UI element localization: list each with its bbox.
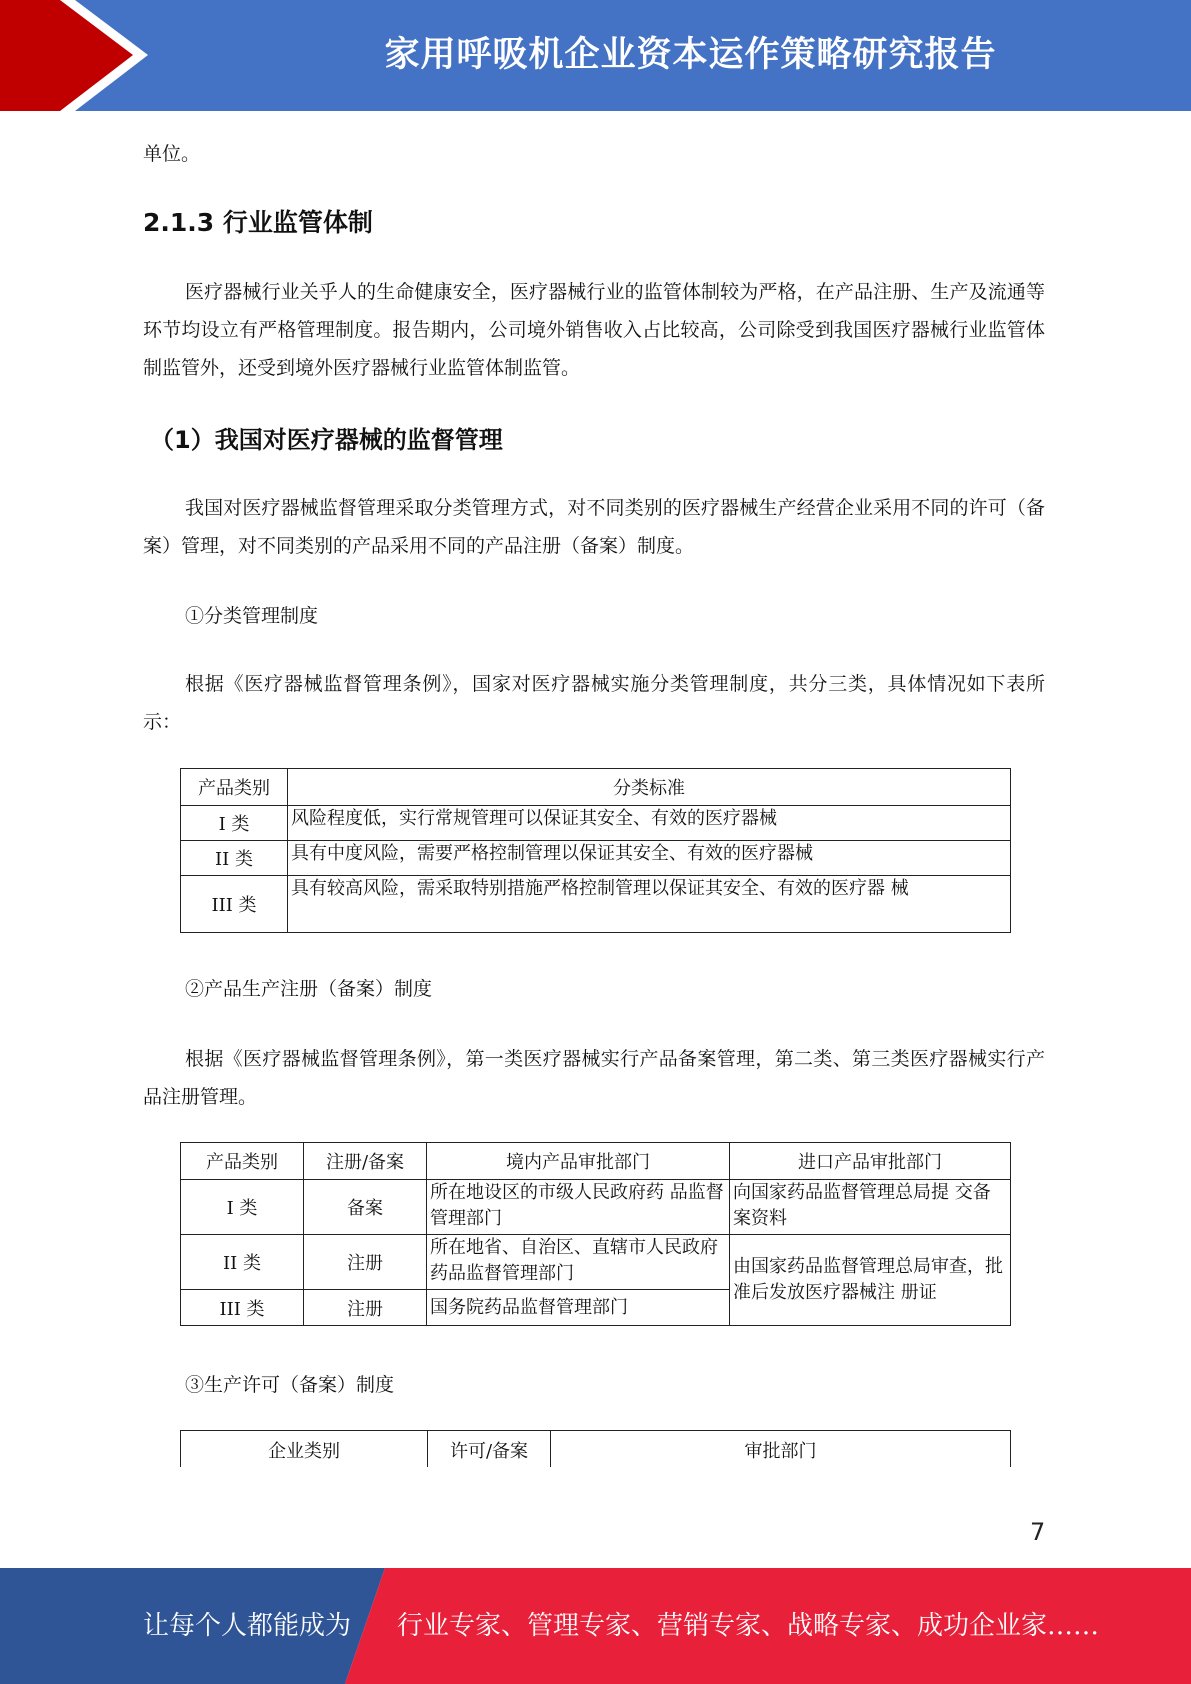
- table-cell: 国务院药品监督管理部门: [427, 1290, 730, 1326]
- footer-slogan-left: 让每个人都能成为: [143, 1611, 352, 1641]
- subsection-title: （1）我国对医疗器械的监督管理: [150, 426, 503, 454]
- page-footer: [0, 1568, 1191, 1684]
- paragraph-4: 根据《医疗器械监督管理条例》，第一类医疗器械实行产品备案管理，第二类、第三类医疗器械实行产品注册管理。: [143, 1048, 1045, 1108]
- table-cell: 具有中度风险，需要严格控制管理以保证其安全、有效的医疗器械: [288, 841, 1011, 876]
- table-row: [181, 1180, 1011, 1235]
- table3-header: 审批部门: [551, 1431, 1011, 1468]
- table2-header: 境内产品审批部门: [427, 1143, 730, 1180]
- table-cell: II 类: [181, 1235, 304, 1290]
- license-table: [180, 1430, 1011, 1467]
- table2-header: 进口产品审批部门: [730, 1143, 1011, 1180]
- table-cell: 所在地设区的市级人民政府药 品监督管理部门: [427, 1180, 730, 1235]
- table-cell: 具有较高风险，需采取特别措施严格控制管理以保证其安全、有效的医疗器 械: [288, 876, 1011, 933]
- list-item-2: ②产品生产注册（备案）制度: [185, 978, 433, 1000]
- paragraph-3: 根据《医疗器械监督管理条例》，国家对医疗器械实施分类管理制度，共分三类，具体情况如下表所示：: [143, 673, 1045, 733]
- footer-slogan-right: 行业专家、管理专家、营销专家、战略专家、成功企业家……: [397, 1611, 1100, 1641]
- table1-header: 产品类别: [181, 769, 288, 806]
- table-cell: 所在地省、自治区、直辖市人民政府药品监督管理部门: [427, 1235, 730, 1290]
- table-cell: 风险程度低，实行常规管理可以保证其安全、有效的医疗器械: [288, 806, 1011, 841]
- table-cell: 备案: [304, 1180, 427, 1235]
- paragraph-2: 我国对医疗器械监督管理采取分类管理方式，对不同类别的医疗器械生产经营企业采用不同的许可（备案）管理，对不同类别的产品采用不同的产品注册（备案）制度。: [143, 497, 1045, 557]
- table-row: [181, 1235, 1011, 1290]
- table2-header: 注册/备案: [304, 1143, 427, 1180]
- table-cell: 向国家药品监督管理总局提 交备案资料: [730, 1180, 1011, 1235]
- classification-table: [180, 768, 1011, 933]
- table-cell: II 类: [181, 841, 288, 876]
- page-header: [0, 0, 1191, 111]
- table-cell: I 类: [181, 1180, 304, 1235]
- table3-header: 企业类别: [181, 1431, 428, 1468]
- table3-header: 许可/备案: [428, 1431, 551, 1468]
- header-title: 家用呼吸机企业资本运作策略研究报告: [384, 35, 997, 75]
- table-cell: I 类: [181, 806, 288, 841]
- carry-over-text: 单位。: [143, 143, 201, 165]
- table-cell: III 类: [181, 876, 288, 933]
- registration-table: [180, 1142, 1011, 1326]
- table1-header: 分类标准: [288, 769, 1011, 806]
- table-cell: III 类: [181, 1290, 304, 1326]
- paragraph-1: 医疗器械行业关乎人的生命健康安全，医疗器械行业的监管体制较为严格，在产品注册、生产及流通等环节均设立有严格管理制度。报告期内，公司境外销售收入占比较高，公司除受到我国医疗器械行业监管体制监管外，还受到境外医疗器械行业监管体制监管。: [143, 281, 1045, 379]
- table-row: [181, 806, 1011, 841]
- table-cell: 由国家药品监督管理总局审查，批准后发放医疗器械注 册证: [730, 1235, 1011, 1326]
- table-row: [181, 841, 1011, 876]
- license-table-clip: [180, 1430, 1011, 1467]
- list-item-3: ③生产许可（备案）制度: [185, 1374, 395, 1396]
- table2-header: 产品类别: [181, 1143, 304, 1180]
- section-title: 2.1.3 行业监管体制: [143, 208, 373, 237]
- table-cell: 注册: [304, 1235, 427, 1290]
- table-cell: 注册: [304, 1290, 427, 1326]
- list-item-1: ①分类管理制度: [185, 605, 319, 627]
- table-row: [181, 876, 1011, 933]
- page-number: 7: [1030, 1518, 1046, 1546]
